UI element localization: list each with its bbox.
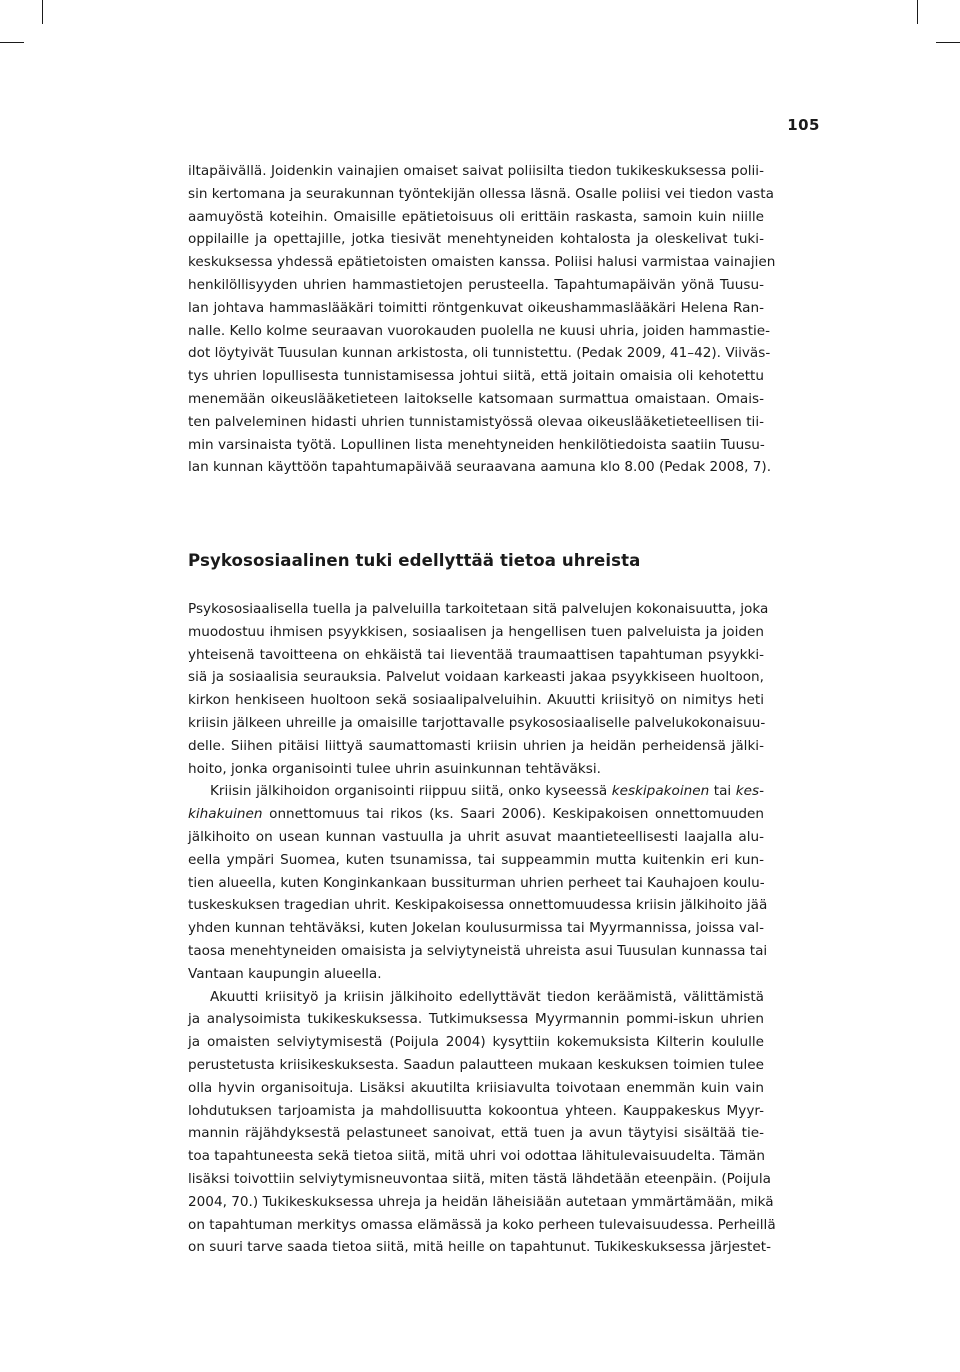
text-line: sin kertomana ja seurakunnan työntekijän ollessa läsnä. Osalle poliisi vei tiedon vasta	[188, 185, 774, 202]
crop-mark-top-left-horizontal	[0, 42, 24, 43]
italic-term: keskipakoinen	[611, 783, 710, 800]
text-line: kirkon henkiseen huoltoon sekä sosiaalipalveluihin. Akuutti kriisityö on nimitys heti	[188, 692, 764, 709]
text-line: perustetusta kriisikeskuksesta. Saadun palautteen mukaan keskuksen toimien tulee	[188, 1056, 764, 1073]
text-line: mannin räjähdyksestä pelastuneet sanoivat, että tuen ja avun täytyisi sisältää tie-	[188, 1125, 764, 1142]
text-line: taosa menehtyneiden omaisista ja selviytyneistä uhreista asui Tuusulan kunnassa tai	[188, 942, 768, 959]
text-line: jälkihoito on usean kunnan vastuulla ja uhrit asuvat maantieteellisesti laajalla alu-	[188, 828, 764, 845]
text-line: hoito, jonka organisointi tulee uhrin asuinkunnan tehtäväksi.	[188, 760, 601, 777]
text-line: delle. Siihen pitäisi liittyä saumattomasti kriisin uhrien ja heidän perheidensä jälki-	[188, 737, 764, 754]
text-segment: Kriisin jälkihoidon organisointi riippuu siitä, onko kyseessä	[210, 783, 612, 800]
text-line: aamuyöstä koteihin. Omaisille epätietoisuus oli erittäin raskasta, samoin kuin niille	[188, 208, 764, 225]
text-line: ten palveleminen hidasti uhrien tunnistamistyössä olevaa oikeuslääketieteellisen tii-	[188, 413, 764, 430]
text-line: muodostuu ihmisen psyykkisen, sosiaalisen ja hengellisen tuen palveluista ja joiden	[188, 623, 764, 640]
italic-term: kihakuinen	[188, 806, 263, 823]
text-line	[188, 780, 764, 803]
text-line: lisäksi toivottiin selviytymisneuvontaa siitä, miten tästä lähdetään eteenpäin. (Poijula	[188, 1170, 771, 1187]
text-line: kriisin jälkeen uhreille ja omaisille tarjottavalle psykososiaaliselle palvelukokonaisuu-	[188, 714, 766, 731]
text-line: Vantaan kaupungin alueella.	[188, 965, 382, 982]
text-line: iltapäivällä. Joidenkin vainajien omaiset saivat poliisilta tiedon tukikeskuksessa polii-	[188, 163, 764, 179]
text-line: 2004, 70.) Tukikeskuksessa uhreja ja heidän läheisiään autetaan ymmärtämään, mikä	[188, 1193, 774, 1210]
text-line: henkilöllisyyden uhrien hammastietojen perusteella. Tapahtumapäivän yönä Tuusu-	[188, 276, 764, 293]
italic-term: kes-	[735, 783, 764, 800]
text-line: Akuutti kriisityö ja kriisin jälkihoito edellyttävät tiedon keräämistä, välittämistä	[210, 988, 764, 1005]
text-line: keskuksessa yhdessä epätietoisten omaisten kanssa. Poliisi halusi varmistaa vainajien	[188, 254, 776, 271]
text-line	[188, 803, 764, 826]
text-line: Psykososiaalisella tuella ja palveluilla tarkoitetaan sitä palvelujen kokonaisuutta, joka	[188, 601, 769, 617]
text-line: toa tapahtuneesta sekä tietoa siitä, mitä uhri voi odottaa lähitulevaisuudelta. Tämän	[188, 1148, 765, 1165]
text-line: tien alueella, kuten Konginkankaan bussiturman uhrien perheet tai Kauhajoen koulu-	[188, 874, 765, 891]
crop-mark-top-right-horizontal	[936, 42, 960, 43]
text-segment: tai	[709, 783, 736, 800]
crop-mark-top-right-vertical	[917, 0, 918, 24]
text-line: ja analysoimista tukikeskuksessa. Tutkimuksessa Myyrmannin pommi-iskun uhrien	[188, 1011, 764, 1028]
text-line: yhden kunnan tehtäväksi, kuten Jokelan koulusurmissa tai Myyrmannissa, joissa val-	[188, 920, 764, 937]
text-line: menemään oikeuslääketieteen laitokselle katsomaan surmattua omaistaan. Omais-	[188, 390, 764, 407]
text-line: siä ja sosiaalisia seurauksia. Palvelut voidaan karkeasti jakaa psyykkiseen huoltoon,	[188, 669, 764, 686]
text-line: min varsinaista työtä. Lopullinen lista menehtyneiden henkilötiedoista saatiin Tuusu-	[188, 436, 765, 453]
text-segment: onnettomuus tai rikos (ks. Saari 2006). Keskipakoisen onnettomuuden	[262, 806, 764, 823]
text-line: ja omaisten selviytymisestä (Poijula 2004) kysyttiin kokemuksista Kilterin koululle	[188, 1034, 764, 1051]
section-heading: Psykososiaalinen tuki edellyttää tietoa uhreista	[188, 551, 641, 570]
text-line: lan johtava hammaslääkäri toimitti röntgenkuvat oikeushammaslääkäri Helena Ran-	[188, 299, 764, 316]
text-line: tuskeskuksen tragedian uhrit. Keskipakoisessa onnettomuudessa kriisin jälkihoito jää	[188, 897, 768, 914]
paragraph-1	[188, 160, 776, 479]
text-line: eella ympäri Suomea, kuten tsunamissa, tai suppeammin mutta kuitenkin eri kun-	[188, 851, 764, 868]
text-line: olla hyvin organisoituja. Lisäksi akuutilta kriisiavulta toivotaan enemmän kuin vain	[188, 1079, 764, 1096]
text-line: lohdutuksen tarjoamista ja mahdollisuutta kokoontua yhteen. Kauppakeskus Myyr-	[188, 1102, 764, 1119]
text-line: lan kunnan käyttöön tapahtumapäivää seuraavana aamuna klo 8.00 (Pedak 2008, 7).	[188, 459, 772, 476]
text-line: nalle. Kello kolme seuraavan vuorokauden puolella ne kuusi uhria, joiden hammastie-	[188, 322, 771, 339]
page-number: 105	[787, 116, 820, 134]
section-body	[188, 598, 776, 1259]
text-line: on suuri tarve saada tietoa siitä, mitä heille on tapahtunut. Tukikeskuksessa järjestet-	[188, 1239, 771, 1256]
crop-mark-top-left-vertical	[42, 0, 43, 24]
text-line: tys uhrien lopullisesta tunnistamisessa johtui siitä, että joitain omaisia oli kehotettu	[188, 368, 764, 385]
text-line: yhteisenä tavoitteena on ehkäistä tai lieventää traumaattisen tapahtuman psyykki-	[188, 646, 764, 663]
text-line: oppilaille ja opettajille, jotka tiesivät menehtyneiden kohtalosta ja oleskelivat tuki-	[188, 231, 764, 248]
text-line: on tapahtuman merkitys omassa elämässä ja koko perheen tulevaisuudessa. Perheillä	[188, 1216, 776, 1233]
text-line: dot löytyivät Tuusulan kunnan arkistosta, oli tunnistettu. (Pedak 2009, 41–42). Viiväs-	[188, 345, 771, 362]
